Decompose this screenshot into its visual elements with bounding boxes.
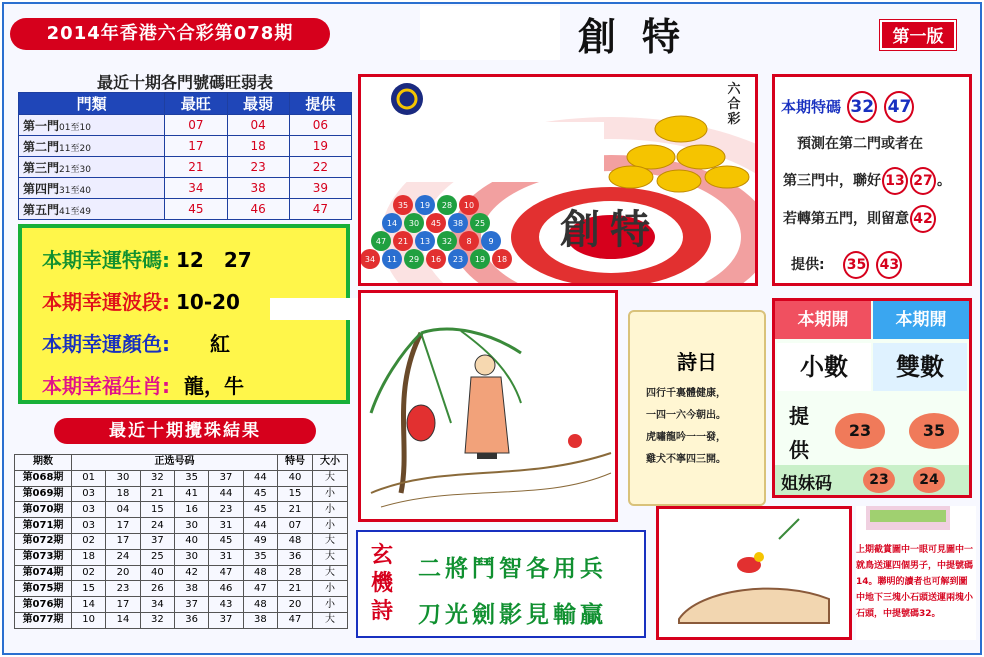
line3-num: 42 <box>910 205 936 233</box>
numbers-grid <box>772 298 972 498</box>
table-row <box>15 597 348 613</box>
lottery-ball-number: 13 <box>419 237 431 246</box>
cold-cell: 38 <box>227 178 289 199</box>
prediction-line3-text: 若轉第五門，則留意 <box>783 211 909 227</box>
number-cell: 17 <box>106 597 140 613</box>
lottery-ball-number: 30 <box>408 219 420 228</box>
lucky-zodiac-label: 本期幸福生肖: <box>42 374 170 398</box>
table-header-row <box>15 455 348 471</box>
size-cell: 大 <box>313 533 348 549</box>
issue-cell: 第074期 <box>15 565 72 581</box>
number-cell: 35 <box>174 470 208 486</box>
number-cell: 02 <box>72 533 106 549</box>
number-cell: 38 <box>243 612 277 628</box>
size-cell: 小 <box>313 486 348 502</box>
special-cell: 21 <box>278 502 313 518</box>
col-header: 最旺 <box>165 93 227 115</box>
poem-line: 一四一六今朝出。 <box>646 410 726 421</box>
number-cell: 37 <box>174 597 208 613</box>
scholar-figure <box>465 355 509 459</box>
table-row <box>19 157 352 178</box>
number-cell: 03 <box>72 518 106 534</box>
number-cell: 40 <box>174 533 208 549</box>
number-cell: 46 <box>209 581 243 597</box>
col-header: 大小 <box>313 455 348 471</box>
sister-b: 24 <box>913 467 945 493</box>
door-cell: 第三門21至30 <box>19 157 165 178</box>
door-cell: 第四門31至40 <box>19 178 165 199</box>
lottery-ball-number: 8 <box>466 237 472 246</box>
lantern-icon <box>407 405 435 441</box>
note-thumbnail <box>856 506 976 536</box>
number-cell: 20 <box>106 565 140 581</box>
number-cell: 30 <box>174 549 208 565</box>
table-row <box>15 581 348 597</box>
number-cell: 37 <box>140 533 174 549</box>
number-cell: 48 <box>243 565 277 581</box>
col-header: 特号 <box>278 455 313 471</box>
grid-small: 小數 <box>777 343 871 391</box>
special-cell: 07 <box>278 518 313 534</box>
number-cell: 14 <box>106 612 140 628</box>
poem-line: 四行千裏體健康， <box>646 388 726 399</box>
number-cell: 45 <box>209 533 243 549</box>
table-row <box>15 549 348 565</box>
number-cell: 44 <box>243 470 277 486</box>
line2-num-b: 27 <box>910 167 936 195</box>
number-cell: 26 <box>140 581 174 597</box>
size-cell: 小 <box>313 502 348 518</box>
lottery-ball-number: 18 <box>496 255 508 264</box>
lottery-ball-number: 47 <box>375 237 387 246</box>
lottery-ball-number: 10 <box>463 201 475 210</box>
prediction-line2 <box>783 167 951 195</box>
number-cell: 45 <box>243 486 277 502</box>
number-cell: 17 <box>106 518 140 534</box>
table-row <box>15 486 348 502</box>
number-cell: 16 <box>174 502 208 518</box>
number-cell: 01 <box>72 470 106 486</box>
logo-icon <box>391 83 423 115</box>
grid-double: 雙數 <box>873 343 967 391</box>
table-row <box>15 612 348 628</box>
lottery-ball-number: 21 <box>397 237 409 246</box>
col-header: 門類 <box>19 93 165 115</box>
offer-b: 43 <box>876 251 902 279</box>
edition-badge: 第一版 <box>880 20 956 50</box>
number-cell: 43 <box>209 597 243 613</box>
header-whiteout <box>420 6 560 60</box>
prediction-line2-end: 。 <box>937 173 951 189</box>
special-cell: 21 <box>278 581 313 597</box>
size-cell: 大 <box>313 470 348 486</box>
table-row <box>19 115 352 136</box>
poem-title: 詩日 <box>677 350 717 374</box>
number-cell: 32 <box>140 612 174 628</box>
table-row <box>15 502 348 518</box>
number-cell: 44 <box>209 486 243 502</box>
number-cell: 18 <box>106 486 140 502</box>
door-table <box>18 92 352 220</box>
number-cell: 31 <box>209 549 243 565</box>
size-cell: 小 <box>313 597 348 613</box>
special-cell: 48 <box>278 533 313 549</box>
note-panel <box>856 506 976 640</box>
special-cell: 15 <box>278 486 313 502</box>
number-cell: 15 <box>72 581 106 597</box>
illustration-panel <box>358 290 618 522</box>
poem-line: 虎嘯龍吟一一發， <box>646 432 726 443</box>
lottery-ball-number: 45 <box>430 219 442 228</box>
issue-cell: 第070期 <box>15 502 72 518</box>
xuanji-label: 玄機詩 <box>370 543 393 624</box>
special-cell: 28 <box>278 565 313 581</box>
sister-label: 姐妹码 <box>781 474 832 494</box>
prediction-special-label: 本期特碼 <box>781 98 842 116</box>
size-cell: 大 <box>313 565 348 581</box>
history-table <box>14 454 348 629</box>
lottery-ball-number: 23 <box>452 255 464 264</box>
prediction-line3 <box>783 205 937 233</box>
number-cell: 36 <box>174 612 208 628</box>
lucky-color-label: 本期幸運顏色: <box>42 332 170 356</box>
number-cell: 42 <box>174 565 208 581</box>
lottery-ball-number: 25 <box>474 219 486 228</box>
lucky-zodiac-value: 龍，牛 <box>184 374 244 398</box>
grid-label-b: 本期開 <box>873 301 969 339</box>
line2-num-a: 13 <box>882 167 908 195</box>
issue-label: 2014年香港六合彩第078期 <box>10 18 330 50</box>
special-cell: 36 <box>278 549 313 565</box>
lottery-ball-number: 34 <box>364 255 376 264</box>
size-cell: 小 <box>313 518 348 534</box>
note-text: 上期截賞圖中一眼可見圖中一就鳥送運四個男子，中提號碼14。聯明的讀者也可解到圖中地下三塊小石頭送運兩塊小石頭，中提號碼32。 <box>856 545 974 619</box>
xuanji-line1: 二將鬥智各用兵 <box>418 556 607 582</box>
hot-cell: 07 <box>165 115 227 136</box>
lottery-ball-number: 29 <box>408 255 420 264</box>
graphic-whiteout <box>404 122 604 182</box>
number-cell: 30 <box>174 518 208 534</box>
xuanji-line2: 刀光劍影見輸贏 <box>418 602 607 628</box>
table-row <box>15 565 348 581</box>
number-cell: 37 <box>209 612 243 628</box>
size-cell: 大 <box>313 549 348 565</box>
door-cell: 第一門01至10 <box>19 115 165 136</box>
scholar-illustration <box>361 293 615 519</box>
prediction-panel <box>772 74 972 286</box>
cold-cell: 46 <box>227 199 289 220</box>
bird-illustration-panel <box>656 506 852 640</box>
issue-cell: 第077期 <box>15 612 72 628</box>
number-cell: 23 <box>209 502 243 518</box>
number-cell: 45 <box>243 502 277 518</box>
lottery-ball-number: 35 <box>397 201 409 210</box>
table-row <box>15 518 348 534</box>
number-cell: 30 <box>106 470 140 486</box>
poem-line: 雞犬不寧四三開。 <box>646 454 726 465</box>
poem-scroll <box>628 310 766 506</box>
history-body <box>15 470 348 628</box>
offer-cell: 06 <box>289 115 351 136</box>
issue-cell: 第072期 <box>15 533 72 549</box>
number-cell: 44 <box>243 518 277 534</box>
flower-icon <box>568 434 582 448</box>
lottery-ball-number: 32 <box>441 237 453 246</box>
page-title: 創特 <box>578 14 707 59</box>
hot-cell: 21 <box>165 157 227 178</box>
special-cell: 47 <box>278 612 313 628</box>
special-cell: 20 <box>278 597 313 613</box>
lucky-wave-row <box>42 286 240 315</box>
door-cell: 第二門11至20 <box>19 136 165 157</box>
hot-cell: 45 <box>165 199 227 220</box>
special-cell: 40 <box>278 470 313 486</box>
ground <box>371 453 611 507</box>
number-cell: 35 <box>243 549 277 565</box>
prediction-offer-label: 提供: <box>791 257 825 273</box>
number-cell: 41 <box>174 486 208 502</box>
bird-illustration <box>659 509 849 637</box>
number-cell: 32 <box>140 470 174 486</box>
number-cell: 34 <box>140 597 174 613</box>
lucky-wave-value: 10-20 <box>176 290 240 314</box>
cold-cell: 18 <box>227 136 289 157</box>
table-row <box>19 199 352 220</box>
size-cell: 大 <box>313 612 348 628</box>
lucky-zodiac-row <box>42 370 244 399</box>
sister-row <box>775 465 969 495</box>
number-cell: 17 <box>106 533 140 549</box>
col-header: 正选号码 <box>72 455 278 471</box>
offer-cell: 39 <box>289 178 351 199</box>
grid-offer-label: 提 供 <box>789 404 809 462</box>
number-cell: 49 <box>243 533 277 549</box>
number-cell: 14 <box>72 597 106 613</box>
prediction-line2-text: 第三門中，聯好 <box>783 173 881 189</box>
table-row <box>19 178 352 199</box>
lottery-ball-number: 9 <box>488 237 494 246</box>
xuanji-panel <box>356 530 646 638</box>
issue-cell: 第071期 <box>15 518 72 534</box>
number-cell: 23 <box>106 581 140 597</box>
lottery-ball-number: 38 <box>452 219 464 228</box>
sister-a: 23 <box>863 467 895 493</box>
number-cell: 37 <box>209 470 243 486</box>
grid-label-a: 本期開 <box>775 301 871 339</box>
number-cell: 47 <box>209 565 243 581</box>
number-cell: 21 <box>140 486 174 502</box>
door-cell: 第五門41至49 <box>19 199 165 220</box>
hot-cell: 34 <box>165 178 227 199</box>
number-cell: 47 <box>243 581 277 597</box>
number-cell: 24 <box>140 518 174 534</box>
table-row <box>19 136 352 157</box>
number-cell: 24 <box>106 549 140 565</box>
lhc-label: 六合彩 <box>727 82 741 127</box>
offer-cell: 47 <box>289 199 351 220</box>
issue-cell: 第073期 <box>15 549 72 565</box>
issue-cell: 第075期 <box>15 581 72 597</box>
history-title: 最近十期攪珠結果 <box>54 418 316 444</box>
size-cell: 小 <box>313 581 348 597</box>
table-row <box>15 470 348 486</box>
lottery-ball-number: 19 <box>474 255 486 264</box>
number-cell: 31 <box>209 518 243 534</box>
lucky-wave-label: 本期幸運波段: <box>42 290 170 314</box>
prediction-line1: 預測在第二門或者在 <box>797 136 923 152</box>
number-cell: 18 <box>72 549 106 565</box>
grid-offer-b: 35 <box>909 413 959 449</box>
door-table-title: 最近十期各門號碼旺弱表 <box>96 73 273 92</box>
number-cell: 40 <box>140 565 174 581</box>
table-row <box>15 533 348 549</box>
lottery-ball-number: 19 <box>419 201 431 210</box>
grid-offer-a: 23 <box>835 413 885 449</box>
lucky-special-value: 12 27 <box>176 248 252 272</box>
offer-cell: 19 <box>289 136 351 157</box>
special-a: 32 <box>847 91 877 123</box>
offer-cell: 22 <box>289 157 351 178</box>
number-cell: 15 <box>140 502 174 518</box>
lottery-ball-number: 16 <box>430 255 442 264</box>
lottery-ball-number: 11 <box>386 255 398 264</box>
prediction-special-row <box>781 91 915 123</box>
lucky-special-label: 本期幸運特碼: <box>42 248 170 272</box>
col-header: 期数 <box>15 455 72 471</box>
number-cell: 25 <box>140 549 174 565</box>
issue-cell: 第068期 <box>15 470 72 486</box>
cold-cell: 23 <box>227 157 289 178</box>
number-cell: 03 <box>72 486 106 502</box>
number-cell: 10 <box>72 612 106 628</box>
special-b: 47 <box>884 91 914 123</box>
issue-cell: 第076期 <box>15 597 72 613</box>
number-cell: 48 <box>243 597 277 613</box>
rock-icon <box>679 589 829 623</box>
lucky-color-row <box>42 328 230 357</box>
number-cell: 03 <box>72 502 106 518</box>
col-header: 提供 <box>289 93 351 115</box>
offer-a: 35 <box>843 251 869 279</box>
number-cell: 38 <box>174 581 208 597</box>
lucky-special-row <box>42 244 252 273</box>
bird-icon <box>737 519 799 573</box>
col-header: 最弱 <box>227 93 289 115</box>
hot-cell: 17 <box>165 136 227 157</box>
lottery-ball-number: 14 <box>386 219 398 228</box>
number-cell: 02 <box>72 565 106 581</box>
number-cell: 04 <box>106 502 140 518</box>
graphic-title: 創特 <box>560 206 660 253</box>
cold-cell: 04 <box>227 115 289 136</box>
lottery-ball-number: 28 <box>441 201 453 210</box>
issue-cell: 第069期 <box>15 486 72 502</box>
lucky-color-value: 紅 <box>210 332 230 356</box>
prediction-offer <box>791 251 903 279</box>
